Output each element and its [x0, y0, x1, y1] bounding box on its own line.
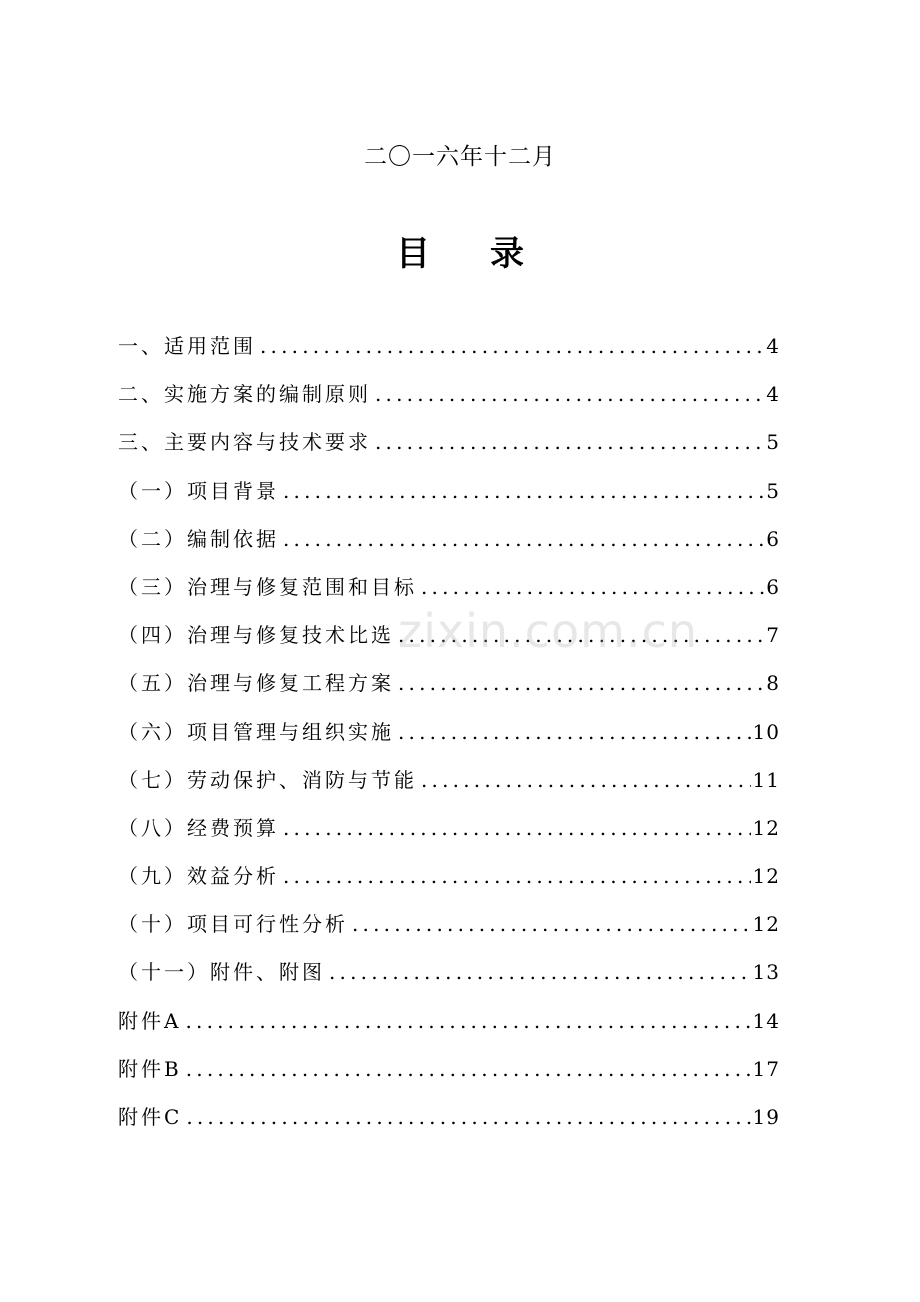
toc-entry-label: （四）治理与修复技术比选 — [118, 623, 394, 648]
toc-entry-label: 二、实施方案的编制原则 — [118, 382, 371, 407]
toc-entry-page: 10 — [752, 719, 780, 744]
toc-entry-page: 11 — [752, 767, 780, 792]
toc-entry-label: 三、主要内容与技术要求 — [118, 430, 371, 455]
toc-entry-page: 8 — [766, 671, 780, 696]
toc-leader-dots — [398, 720, 751, 744]
toc-leader-dots — [398, 671, 764, 695]
toc-entry-label: （八）经费预算 — [118, 815, 279, 840]
toc-entry[interactable] — [118, 716, 780, 764]
toc-leader-dots — [329, 960, 751, 984]
toc-entry-page: 5 — [766, 430, 780, 455]
toc-heading — [0, 226, 920, 275]
toc-entry[interactable] — [118, 426, 780, 474]
watermark: zixin.com.cn — [398, 604, 699, 658]
toc-entry-page: 12 — [752, 864, 780, 889]
toc-leader-dots — [375, 382, 764, 406]
toc-leader-dots — [186, 1105, 750, 1129]
toc-entry-page: 13 — [752, 960, 780, 985]
toc-entry-label: （九）效益分析 — [118, 864, 279, 889]
toc-entry[interactable] — [118, 908, 780, 956]
toc-entry[interactable] — [118, 523, 780, 571]
toc-leader-dots — [352, 912, 751, 936]
toc-leader-dots — [421, 575, 764, 599]
toc-leader-dots — [186, 1057, 751, 1081]
toc-heading-first-char: 目 — [396, 234, 430, 274]
toc-leader-dots — [283, 479, 764, 503]
toc-entry-page: 14 — [752, 1008, 780, 1033]
toc-entry[interactable] — [118, 475, 780, 523]
toc-entry[interactable] — [118, 1005, 780, 1053]
toc-entry-page: 6 — [766, 526, 780, 551]
toc-entry[interactable] — [118, 330, 780, 378]
toc-entry-page: 4 — [766, 382, 780, 407]
toc-leader-dots — [185, 1009, 750, 1033]
toc-entry-label: （六）项目管理与组织实施 — [118, 719, 394, 744]
toc-entry[interactable] — [118, 1053, 780, 1101]
toc-entry-page: 6 — [766, 574, 780, 599]
toc-entry[interactable] — [118, 667, 780, 715]
document-date: 二〇一六年十二月 — [364, 144, 556, 170]
toc-leader-dots — [421, 768, 751, 792]
toc-entry-page: 7 — [766, 623, 780, 648]
toc-leader-dots — [398, 623, 764, 647]
toc-entry[interactable] — [118, 619, 780, 667]
toc-entry-label: （七）劳动保护、消防与节能 — [118, 767, 417, 792]
toc-entry[interactable] — [118, 860, 780, 908]
toc-heading-second-char: 录 — [490, 234, 524, 274]
toc-entry[interactable] — [118, 1101, 780, 1149]
toc-leader-dots — [375, 430, 764, 454]
toc-entry-label: 附件B — [118, 1056, 182, 1081]
toc-entry-page: 19 — [752, 1105, 780, 1129]
toc-entry-label: （十）项目可行性分析 — [118, 912, 348, 937]
toc-entry-label: （三）治理与修复范围和目标 — [118, 574, 417, 599]
toc-entry-page: 17 — [752, 1056, 780, 1081]
toc-entry[interactable] — [118, 956, 780, 1004]
toc-entry[interactable] — [118, 571, 780, 619]
toc-entry-page: 12 — [752, 815, 780, 840]
toc-entry-page: 4 — [766, 334, 780, 358]
toc-entry-label: 附件A — [118, 1008, 182, 1033]
toc-entry-label: （十一）附件、附图 — [118, 960, 325, 985]
toc-entry-page: 12 — [752, 912, 780, 937]
toc-leader-dots — [260, 334, 764, 358]
toc-entry[interactable] — [118, 764, 780, 812]
toc-entry-label: 一、适用范围 — [118, 334, 256, 358]
toc-entry[interactable] — [118, 812, 780, 860]
toc-entry-label: （一）项目背景 — [118, 478, 279, 503]
toc-entry[interactable] — [118, 378, 780, 426]
table-of-contents — [118, 330, 780, 1149]
toc-leader-dots — [283, 864, 751, 888]
toc-entry-label: （五）治理与修复工程方案 — [118, 671, 394, 696]
toc-entry-label: （二）编制依据 — [118, 526, 279, 551]
toc-entry-page: 5 — [766, 478, 780, 503]
toc-leader-dots — [283, 527, 764, 551]
toc-entry-label: 附件C — [118, 1105, 183, 1129]
toc-leader-dots — [283, 816, 751, 840]
